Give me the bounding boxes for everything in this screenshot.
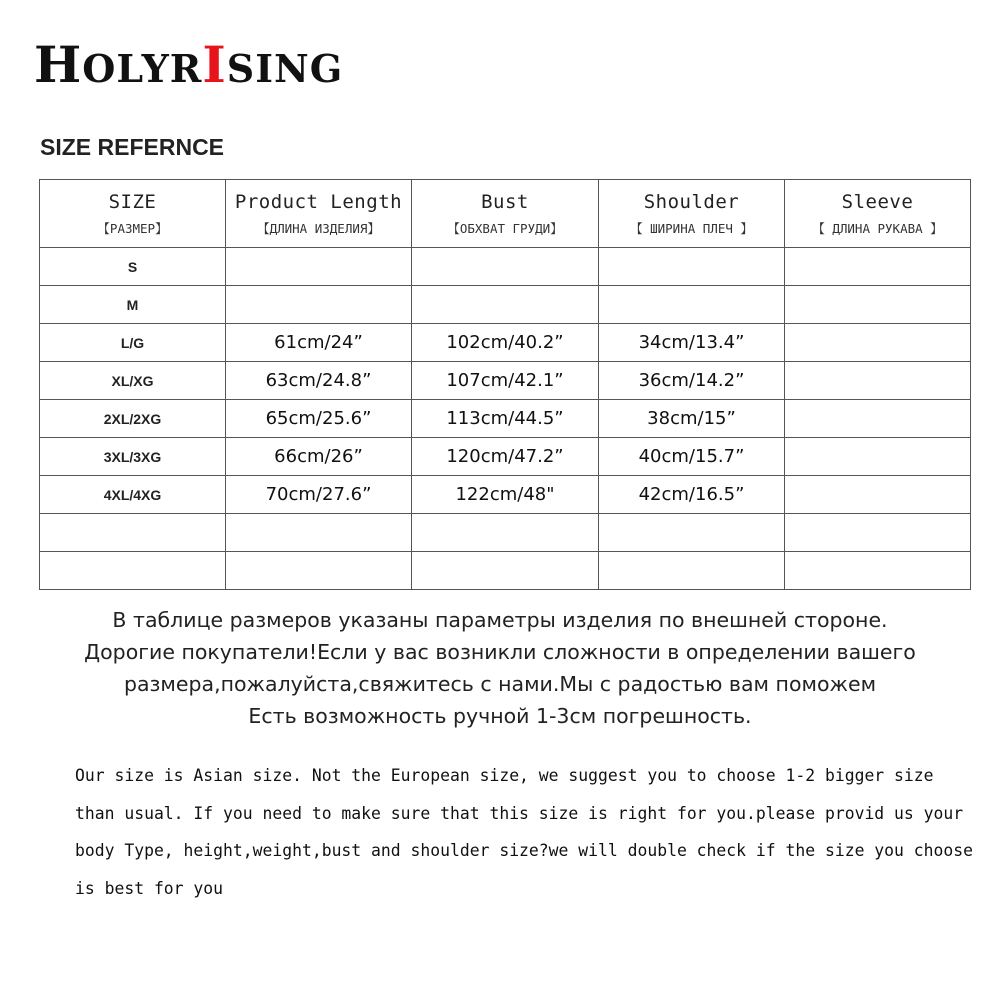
header-label: SIZE xyxy=(108,190,157,213)
brand-accent-letter: I xyxy=(202,35,227,94)
bust-cell: 107cm/42.1” xyxy=(412,362,599,400)
size-cell xyxy=(40,514,226,552)
ru-note-line: размера,пожалуйста,свяжитесь с нами.Мы с радостью вам поможем xyxy=(123,672,877,696)
header-label: Shoulder xyxy=(643,190,740,213)
header-shoulder xyxy=(599,180,785,248)
header-sublabel: 【 ДЛИНА РУКАВА 】 xyxy=(812,220,943,236)
table-header-row xyxy=(40,180,971,248)
size-cell: S xyxy=(40,248,226,286)
header-bust xyxy=(412,180,599,248)
header-label: Sleeve xyxy=(841,190,914,213)
sleeve-cell xyxy=(785,514,971,552)
size-cell: 3XL/3XG xyxy=(40,438,226,476)
sleeve-cell xyxy=(785,362,971,400)
section-title: SIZE REFERNCE xyxy=(40,134,225,160)
brand-text-2: SING xyxy=(226,46,344,91)
bust-cell xyxy=(412,286,599,324)
bust-cell xyxy=(412,514,599,552)
sleeve-cell xyxy=(785,438,971,476)
sleeve-cell xyxy=(785,400,971,438)
length-cell: 65cm/25.6” xyxy=(226,400,412,438)
table-row xyxy=(40,324,971,362)
length-cell: 70cm/27.6” xyxy=(226,476,412,514)
shoulder-cell: 42cm/16.5” xyxy=(599,476,785,514)
ru-note-line: Есть возможность ручной 1-3см погрешность. xyxy=(248,704,752,728)
table-row xyxy=(40,286,971,324)
shoulder-cell xyxy=(599,552,785,590)
header-size xyxy=(40,180,226,248)
shoulder-cell xyxy=(599,286,785,324)
size-cell: L/G xyxy=(40,324,226,362)
size-cell: M xyxy=(40,286,226,324)
russian-notes xyxy=(0,604,1000,732)
table-row xyxy=(40,400,971,438)
sleeve-cell xyxy=(785,248,971,286)
shoulder-cell: 40cm/15.7” xyxy=(599,438,785,476)
table-row xyxy=(40,438,971,476)
bust-cell xyxy=(412,552,599,590)
english-note: Our size is Asian size. Not the European size, we suggest you to choose 1-2 bigger size than usual. If you need to make sure that this size is right for you.please provid us your body Type, height,weight,bust and shoulder size?we will double check if the size you choose is best for you xyxy=(75,766,973,899)
header-sublabel: 【ОБХВАТ ГРУДИ】 xyxy=(447,220,563,236)
table-row xyxy=(40,552,971,590)
shoulder-cell: 36cm/14.2” xyxy=(599,362,785,400)
brand-initial: H xyxy=(34,35,83,94)
sleeve-cell xyxy=(785,476,971,514)
size-cell xyxy=(40,552,226,590)
table-row xyxy=(40,362,971,400)
bust-cell: 120cm/47.2” xyxy=(412,438,599,476)
table-row xyxy=(40,514,971,552)
shoulder-cell xyxy=(599,514,785,552)
length-cell xyxy=(226,248,412,286)
size-cell: 4XL/4XG xyxy=(40,476,226,514)
table-row xyxy=(40,248,971,286)
header-sublabel: 【ДЛИНА ИЗДЕЛИЯ】 xyxy=(257,220,380,236)
length-cell xyxy=(226,514,412,552)
shoulder-cell xyxy=(599,248,785,286)
brand-text-1: OLYR xyxy=(82,46,203,91)
brand-logo xyxy=(34,35,344,94)
bust-cell: 122cm/48" xyxy=(412,476,599,514)
shoulder-cell: 38cm/15” xyxy=(599,400,785,438)
sleeve-cell xyxy=(785,286,971,324)
length-cell: 63cm/24.8” xyxy=(226,362,412,400)
bust-cell: 113cm/44.5” xyxy=(412,400,599,438)
length-cell xyxy=(226,552,412,590)
header-label: Product Length xyxy=(234,190,403,213)
bust-cell xyxy=(412,248,599,286)
size-cell: XL/XG xyxy=(40,362,226,400)
header-sublabel: 【 ШИРИНА ПЛЕЧ 】 xyxy=(630,220,753,236)
ru-note-line: Дорогие покупатели!Если у вас возникли сложности в определении вашего xyxy=(84,640,916,664)
ru-note-line: В таблице размеров указаны параметры изделия по внешней стороне. xyxy=(112,608,888,632)
shoulder-cell: 34cm/13.4” xyxy=(599,324,785,362)
length-cell xyxy=(226,286,412,324)
header-label: Bust xyxy=(481,190,529,213)
header-sublabel: 【РАЗМЕР】 xyxy=(97,220,168,236)
header-length xyxy=(226,180,412,248)
sleeve-cell xyxy=(785,324,971,362)
bust-cell: 102cm/40.2” xyxy=(412,324,599,362)
header-sleeve xyxy=(785,180,971,248)
size-table xyxy=(39,179,971,590)
length-cell: 66cm/26” xyxy=(226,438,412,476)
length-cell: 61cm/24” xyxy=(226,324,412,362)
size-cell: 2XL/2XG xyxy=(40,400,226,438)
sleeve-cell xyxy=(785,552,971,590)
table-row xyxy=(40,476,971,514)
